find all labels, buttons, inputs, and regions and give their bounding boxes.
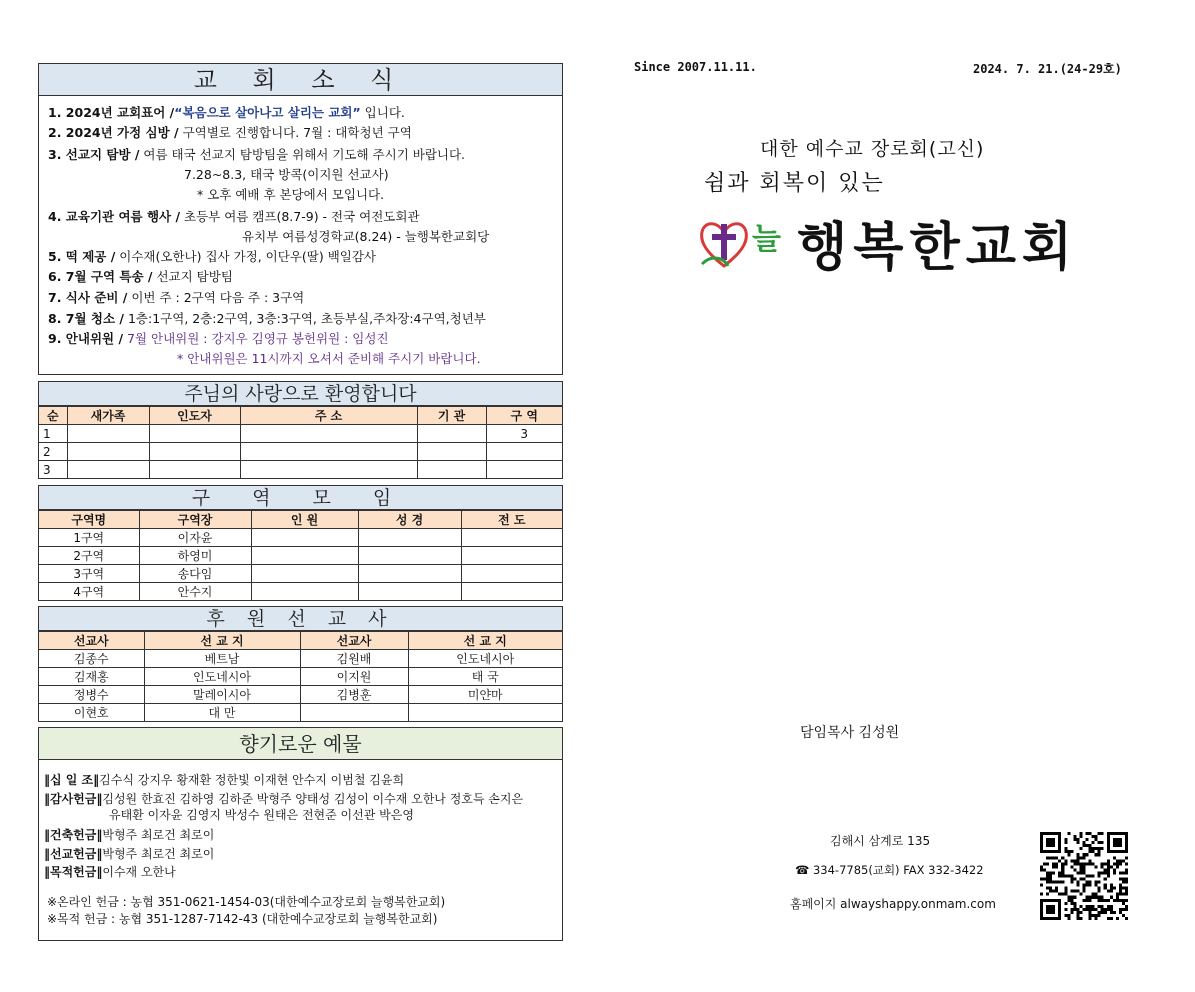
offering-line — [44, 772, 404, 788]
notice-label: 1. 2024년 교회표어 / — [48, 105, 175, 120]
group-meeting-box — [38, 485, 563, 601]
notice-text: 이수재(오한나) 집사 가정, 이단우(딸) 백일감사 — [115, 249, 376, 264]
church-address: 김해시 삼계로 135 — [830, 834, 931, 848]
offering-line — [47, 894, 445, 910]
notice-item — [48, 269, 233, 285]
notice-item — [48, 209, 420, 225]
offering-label: ‖선교헌금‖ — [44, 847, 103, 861]
table-cell: 미얀마 — [408, 686, 562, 704]
table-row — [39, 443, 562, 461]
offering-line — [44, 827, 214, 843]
table-row — [39, 583, 562, 601]
table-cell: 1구역 — [39, 529, 139, 547]
table-cell: 이자윤 — [139, 529, 251, 547]
column-header: 순 — [39, 407, 67, 425]
notice-label: 3. 선교지 탐방 / — [48, 147, 140, 162]
offering-names: 박형주 최로건 최로이 — [102, 847, 215, 861]
notice-item — [48, 105, 405, 121]
offering-title: 향기로운 예물 — [39, 728, 562, 760]
offering-label: ‖십 일 조‖ — [44, 773, 100, 787]
notice-label: 4. 교육기관 여름 행사 / — [48, 209, 181, 224]
notice-quote: “복음으로 살아나고 살리는 교회” — [174, 105, 361, 120]
offering-line — [109, 807, 414, 823]
notice-text: 선교지 탐방팀 — [152, 269, 233, 284]
offering-line — [47, 911, 437, 927]
column-header: 선교사 — [300, 632, 408, 650]
table-cell: 정병수 — [39, 686, 144, 704]
table-cell: 3 — [486, 425, 562, 443]
denomination: 대한 예수교 장로회(고신) — [760, 138, 985, 160]
notice-item — [48, 290, 304, 306]
table-cell — [240, 461, 417, 479]
notice-text: 7.28~8.3, 태국 방콕(이지원 선교사) — [184, 167, 389, 182]
offering-box — [38, 727, 563, 941]
notice-label: 7. 식사 준비 / — [48, 290, 128, 305]
notice-text: 입니다. — [360, 105, 405, 120]
table-cell — [461, 547, 562, 565]
table-cell — [358, 583, 461, 601]
column-header: 구역장 — [139, 511, 251, 529]
table-cell: 1 — [39, 425, 67, 443]
column-header: 선 교 지 — [408, 632, 562, 650]
notice-item — [48, 311, 486, 327]
table-cell — [240, 425, 417, 443]
table-cell: 김병훈 — [300, 686, 408, 704]
notice-label: 5. 떡 제공 / — [48, 249, 116, 264]
notice-highlight: * 안내위원은 11시까지 오셔서 준비해 주시기 바랍니다. — [177, 351, 481, 366]
table-cell — [251, 583, 358, 601]
table-cell — [461, 565, 562, 583]
offering-names: 박형주 최로건 최로이 — [102, 828, 215, 842]
offering-line — [44, 791, 523, 807]
table-row — [39, 668, 562, 686]
notice-text: 여름 태국 선교지 탐방팀을 위해서 기도해 주시기 바랍니다. — [139, 147, 466, 162]
column-header: 선 교 지 — [144, 632, 300, 650]
table-row — [39, 704, 562, 722]
table-cell: 안수지 — [139, 583, 251, 601]
table-cell — [358, 565, 461, 583]
offering-names: ※목적 헌금 : 농협 351-1287-7142-43 (대한예수교장로회 늘행복한교회) — [47, 912, 438, 926]
church-homepage: 홈페이지 alwayshappy.onmam.com — [790, 897, 996, 911]
table-cell: 김원배 — [300, 650, 408, 668]
table-cell — [461, 583, 562, 601]
table-cell — [149, 443, 240, 461]
notice-item — [184, 167, 389, 183]
group-meeting-title: 구 역 모 임 — [39, 486, 562, 510]
table-cell: 하영미 — [139, 547, 251, 565]
column-header: 구 역 — [486, 407, 562, 425]
table-row — [39, 529, 562, 547]
column-header: 인도자 — [149, 407, 240, 425]
welcome-box — [38, 381, 563, 479]
offering-names: 김성원 한효진 김하영 김하준 박형주 양태성 김성이 이수재 오한나 정호득 손지은 — [102, 792, 524, 806]
offering-label: ‖건축헌금‖ — [44, 828, 103, 842]
table-cell — [240, 443, 417, 461]
notice-text: 초등부 여름 캠프(8.7-9) - 전국 여전도회관 — [180, 209, 420, 224]
table-row — [39, 425, 562, 443]
notice-item — [242, 229, 489, 245]
table-cell — [251, 565, 358, 583]
notice-item — [177, 351, 481, 367]
table-cell — [67, 443, 149, 461]
column-header: 선교사 — [39, 632, 144, 650]
table-cell — [486, 461, 562, 479]
table-cell: 송다임 — [139, 565, 251, 583]
table-cell: 김재홍 — [39, 668, 144, 686]
church-news-box — [38, 63, 563, 375]
table-cell — [486, 443, 562, 461]
offering-names: 김수식 강지우 황재환 정한빛 이재현 안수지 이범철 김윤희 — [99, 773, 405, 787]
table-cell — [251, 529, 358, 547]
table-cell: 태 국 — [408, 668, 562, 686]
welcome-title: 주님의 사랑으로 환영합니다 — [39, 382, 562, 406]
church-name: 행복한교회 — [797, 218, 1079, 278]
issue-date: 2024. 7. 21.(24-29호) — [973, 62, 1122, 76]
church-phone: ☎ 334-7785(교회) FAX 332-3422 — [795, 863, 984, 877]
pastor-name: 담임목사 김성원 — [800, 725, 900, 741]
missionary-table — [39, 631, 562, 722]
notice-label: 6. 7월 구역 특송 / — [48, 269, 153, 284]
notice-item — [48, 331, 389, 347]
table-cell: 말레이시아 — [144, 686, 300, 704]
column-header: 기 관 — [417, 407, 486, 425]
notice-text: * 오후 예배 후 본당에서 모입니다. — [197, 187, 385, 202]
offering-line — [44, 846, 214, 862]
notice-text: 구역별로 진행합니다. 7월 : 대학청년 구역 — [178, 125, 412, 140]
column-header: 성 경 — [358, 511, 461, 529]
table-cell — [67, 461, 149, 479]
missionary-box — [38, 606, 563, 722]
table-row — [39, 461, 562, 479]
column-header: 전 도 — [461, 511, 562, 529]
column-header: 주 소 — [240, 407, 417, 425]
table-row — [39, 547, 562, 565]
column-header: 새가족 — [67, 407, 149, 425]
table-cell: 김종수 — [39, 650, 144, 668]
table-cell — [67, 425, 149, 443]
table-cell — [417, 425, 486, 443]
table-cell: 이지원 — [300, 668, 408, 686]
notice-label: 2. 2024년 가정 심방 / — [48, 125, 179, 140]
table-cell — [417, 443, 486, 461]
notice-item — [197, 187, 384, 203]
group-meeting-table — [39, 510, 562, 601]
missionary-title: 후 원 선 교 사 — [39, 607, 562, 631]
notice-text: 이번 주 : 2구역 다음 주 : 3구역 — [127, 290, 305, 305]
table-cell — [149, 425, 240, 443]
new-family-table — [39, 406, 562, 479]
since-date: Since 2007.11.11. — [634, 60, 757, 74]
offering-names: 유태환 이자윤 김영지 박성수 원태은 전현준 이선관 박은영 — [109, 808, 414, 822]
table-cell: 인도네시아 — [144, 668, 300, 686]
table-cell — [251, 547, 358, 565]
table-cell: 이현호 — [39, 704, 144, 722]
table-row — [39, 686, 562, 704]
table-cell: 4구역 — [39, 583, 139, 601]
church-name-prefix: 늘 — [752, 222, 781, 257]
notice-item — [48, 249, 376, 265]
table-cell: 베트남 — [144, 650, 300, 668]
table-cell: 3 — [39, 461, 67, 479]
notice-item — [48, 147, 465, 163]
notice-label: 8. 7월 청소 / — [48, 311, 124, 326]
church-logo-icon — [698, 214, 750, 274]
table-cell: 2구역 — [39, 547, 139, 565]
notice-item — [48, 125, 412, 141]
table-cell — [461, 529, 562, 547]
table-cell: 2 — [39, 443, 67, 461]
table-row — [39, 650, 562, 668]
table-cell — [408, 704, 562, 722]
table-cell: 3구역 — [39, 565, 139, 583]
table-cell — [358, 547, 461, 565]
slogan: 쉼과 회복이 있는 — [704, 171, 885, 196]
notice-highlight: 7월 안내위원 : 강지우 김영규 봉헌위원 : 임성진 — [123, 331, 389, 346]
table-row — [39, 565, 562, 583]
notice-label: 9. 안내위원 / — [48, 331, 124, 346]
table-cell: 대 만 — [144, 704, 300, 722]
table-cell — [149, 461, 240, 479]
offering-line — [44, 864, 176, 880]
notice-text: 1층:1구역, 2층:2구역, 3층:3구역, 초등부실,주차장:4구역,청년부 — [124, 311, 486, 326]
church-news-title: 교 회 소 식 — [39, 64, 562, 96]
qr-code-icon — [1040, 832, 1128, 920]
offering-names: ※온라인 헌금 : 농협 351-0621-1454-03(대한예수교장로회 늘행복한교회) — [47, 895, 446, 909]
column-header: 구역명 — [39, 511, 139, 529]
table-cell — [358, 529, 461, 547]
table-cell — [300, 704, 408, 722]
table-cell: 인도네시아 — [408, 650, 562, 668]
offering-names: 이수재 오한나 — [102, 865, 176, 879]
notice-text: 유치부 여름성경학교(8.24) - 늘행복한교회당 — [242, 229, 490, 244]
offering-label: ‖목적헌금‖ — [44, 865, 103, 879]
table-cell — [417, 461, 486, 479]
column-header: 인 원 — [251, 511, 358, 529]
offering-label: ‖감사헌금‖ — [44, 792, 103, 806]
